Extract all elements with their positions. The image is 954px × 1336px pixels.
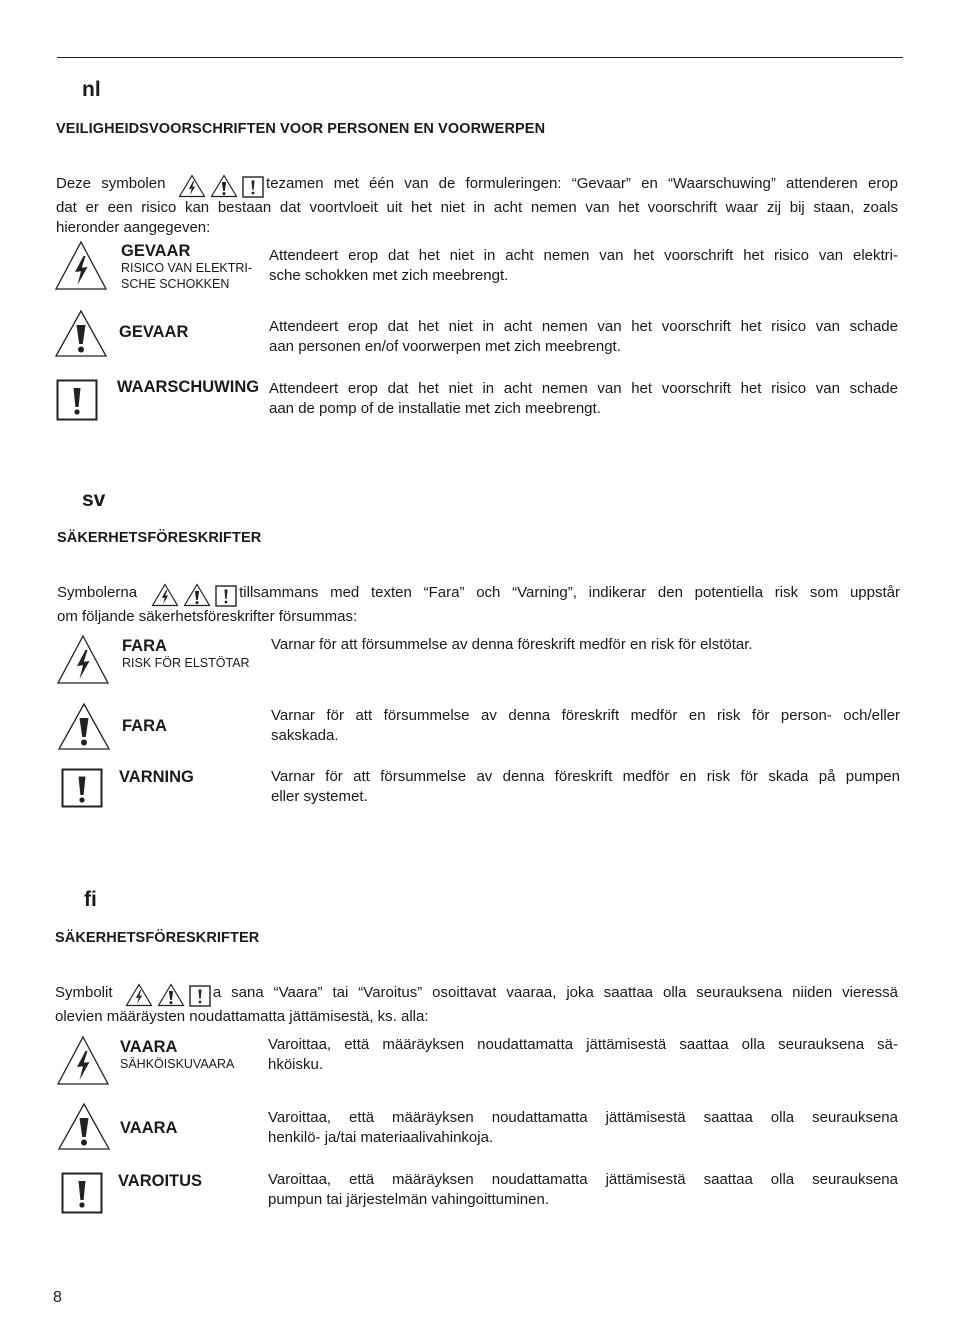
- intro-text: a sana “Vaara” tai “Varoitus” osoittavat vaaraa, joka saattaa olla seurauksena niiden vieressä: [212, 984, 898, 1001]
- hazard-description: [271, 635, 900, 655]
- intro-text: tillsammans med texten “Fara” och “Varning”, indikerar den potentiella risk som uppstår: [239, 584, 900, 601]
- hazard-label: WAARSCHUWING: [117, 378, 260, 396]
- hazard-sublabel: [120, 1057, 234, 1073]
- inline-symbols: [125, 983, 211, 1007]
- description-line: Attendeert erop dat het niet in acht nemen van het voorschrift het risico van elektri-: [269, 247, 898, 264]
- warning-square-icon: [56, 379, 98, 421]
- intro-text: Symbolit: [55, 984, 113, 1001]
- hazard-label: VAROITUS: [118, 1172, 203, 1190]
- warning-square-icon: [215, 585, 237, 607]
- danger-triangle-icon: [157, 983, 185, 1007]
- hazard-label: FARA: [122, 717, 167, 735]
- description-line: sche schokken met zich meebrengt.: [269, 267, 509, 284]
- electric-hazard-icon: [54, 240, 108, 292]
- intro-line: dat er een risico kan bestaan dat voortvloeit uit het niet in acht nemen van het voorschrift waar zij bij staan, zoals: [56, 199, 898, 216]
- warning-square-icon: [61, 768, 103, 808]
- description-line: Varoittaa, että määräyksen noudattamatta jättämisestä saattaa olla seurauksena sä-: [268, 1036, 898, 1053]
- danger-triangle-icon: [54, 309, 108, 359]
- intro-line: [57, 583, 900, 607]
- description-line: aan de pomp of de installatie met zich meebrengt.: [269, 400, 601, 417]
- hazard-sublabel-line: RISICO VAN ELEKTRI-: [121, 261, 253, 275]
- hazard-label: VARNING: [119, 768, 194, 786]
- hazard-description: [269, 379, 898, 419]
- intro-paragraph: [56, 174, 898, 238]
- description-line: henkilö- ja/tai materiaalivahinkoja.: [268, 1129, 494, 1146]
- danger-triangle-icon: [183, 583, 211, 607]
- description-line: sakskada.: [271, 727, 339, 744]
- section-heading: VEILIGHEIDSVOORSCHRIFTEN VOOR PERSONEN EN VOORWERPEN: [56, 121, 546, 137]
- hazard-label: GEVAAR: [119, 323, 189, 341]
- danger-triangle-icon: [57, 702, 111, 752]
- warning-square-icon: [242, 176, 264, 198]
- description-line: Varoittaa, että määräyksen noudattamatta jättämisestä saattaa olla seurauksena: [268, 1109, 898, 1126]
- hazard-label: VAARA: [120, 1038, 178, 1056]
- intro-paragraph: [57, 583, 900, 627]
- electric-hazard-icon: [151, 583, 179, 607]
- inline-symbols: [151, 583, 237, 607]
- intro-line: [56, 174, 898, 198]
- intro-line: [55, 983, 898, 1007]
- intro-line: om följande säkerhetsföreskrifter försummas:: [57, 608, 358, 625]
- hazard-sublabel-line: RISK FÖR ELSTÖTAR: [122, 656, 250, 670]
- inline-symbols: [178, 174, 264, 198]
- hazard-sublabel-line: SÄHKÖISKUVAARA: [120, 1057, 235, 1071]
- electric-hazard-icon: [125, 983, 153, 1007]
- description-line: hköisku.: [268, 1056, 324, 1073]
- hazard-description: [269, 317, 898, 357]
- language-code: fi: [84, 888, 97, 911]
- hazard-label: FARA: [122, 637, 167, 655]
- description-line: Attendeert erop dat het niet in acht nemen van het voorschrift het risico van schade: [269, 318, 898, 335]
- description-line: Attendeert erop dat het niet in acht nemen van het voorschrift het risico van schade: [269, 380, 898, 397]
- section-heading: SÄKERHETSFÖRESKRIFTER: [55, 930, 260, 946]
- hazard-description: [268, 1170, 898, 1210]
- top-rule: [57, 57, 903, 58]
- language-code: sv: [82, 488, 106, 511]
- description-line: Varnar för att försummelse av denna föreskrift medför en risk för elstötar.: [271, 636, 753, 653]
- hazard-description: [269, 246, 898, 286]
- danger-triangle-icon: [57, 1102, 111, 1152]
- description-line: aan personen en/of voorwerpen met zich meebrengt.: [269, 338, 621, 355]
- hazard-label: GEVAAR: [121, 242, 191, 260]
- hazard-description: [271, 706, 900, 746]
- electric-hazard-icon: [178, 174, 206, 198]
- warning-square-icon: [61, 1172, 103, 1214]
- intro-line: hieronder aangegeven:: [56, 219, 211, 236]
- page-number: 8: [53, 1289, 62, 1306]
- intro-text: tezamen met één van de formuleringen: “Gevaar” en “Waarschuwing” attenderen erop: [266, 175, 899, 192]
- warning-square-icon: [189, 985, 211, 1007]
- hazard-sublabel-line: SCHE SCHOKKEN: [121, 276, 230, 291]
- hazard-label: VAARA: [120, 1119, 178, 1137]
- description-line: pumpun tai järjestelmän vahingoittuminen.: [268, 1191, 549, 1208]
- section-heading: SÄKERHETSFÖRESKRIFTER: [57, 530, 262, 546]
- intro-text: Symbolerna: [57, 584, 138, 601]
- description-line: Varnar för att försummelse av denna föreskrift medför en risk för skada på pumpen: [271, 768, 900, 785]
- hazard-sublabel: [121, 261, 252, 292]
- danger-triangle-icon: [210, 174, 238, 198]
- intro-text: Deze symbolen: [56, 175, 166, 192]
- hazard-description: [268, 1035, 898, 1075]
- description-line: Varoittaa, että määräyksen noudattamatta jättämisestä saattaa olla seurauksena: [268, 1171, 898, 1188]
- description-line: Varnar för att försummelse av denna föreskrift medför en risk för person- och/eller: [271, 707, 900, 724]
- description-line: eller systemet.: [271, 788, 368, 805]
- electric-hazard-icon: [56, 634, 110, 686]
- hazard-sublabel: [122, 656, 250, 672]
- intro-paragraph: [55, 983, 898, 1027]
- intro-line: olevien määräysten noudattamatta jättämisestä, ks. alla:: [55, 1008, 429, 1025]
- hazard-description: [271, 767, 900, 807]
- electric-hazard-icon: [56, 1035, 110, 1087]
- language-code: nl: [82, 78, 101, 101]
- hazard-description: [268, 1108, 898, 1148]
